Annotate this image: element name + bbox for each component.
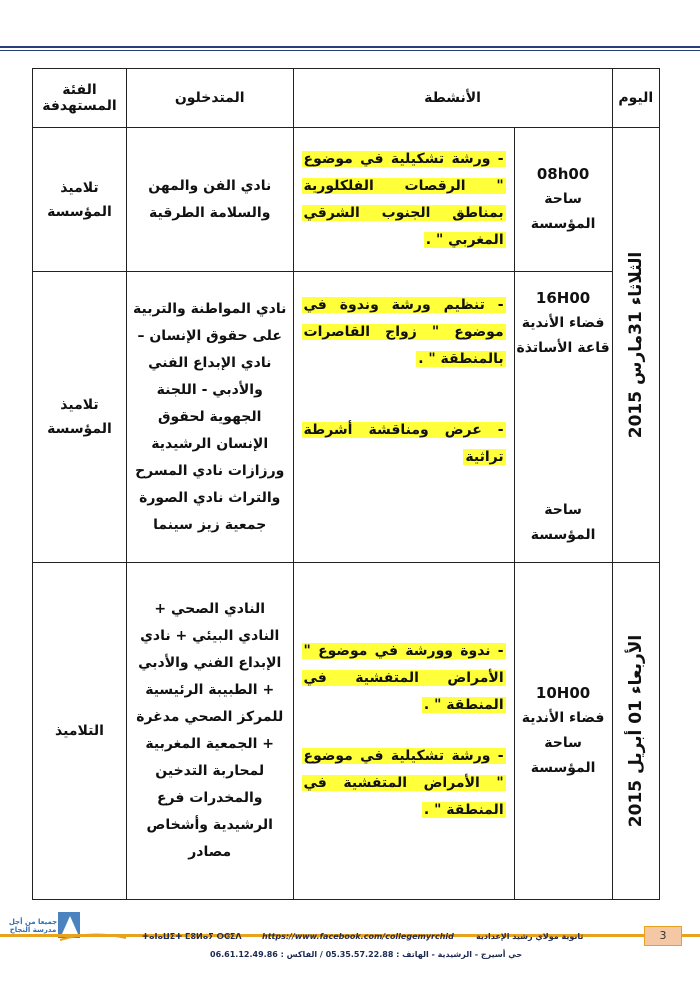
time-block — [515, 162, 612, 237]
page-number: 3 — [644, 926, 682, 946]
audience-cell — [33, 272, 127, 563]
day-label: الأربعاء 01 أبريل 2015 — [625, 634, 646, 828]
audience-text: تلاميذ المؤسسة — [47, 397, 112, 437]
audience-text: تلاميذ المؤسسة — [47, 179, 112, 220]
table-row — [33, 272, 660, 563]
day-label: الثلاثاء 31مارس 2015 — [625, 251, 646, 439]
day-cell-1 — [612, 128, 659, 563]
table-row — [33, 563, 660, 900]
participants-cell — [126, 563, 293, 900]
time-cell — [514, 563, 612, 900]
table-header-row — [33, 69, 660, 128]
participants-text: نادي المواطنة والتربية على حقوق الإنسان – نادي الإبداع الفني والأدبي - اللجنة الجهوية لحقوق الإنسان الرشيدية ورزازات نادي المسرح والتراث نادي الصورة جمعية زيز سينما — [133, 300, 287, 533]
place-value: ساحة المؤسسة — [530, 191, 596, 232]
table-row — [33, 128, 660, 272]
participants-cell — [126, 272, 293, 563]
header-day: اليوم — [612, 69, 659, 128]
header-activities: الأنشطة — [293, 69, 612, 128]
activity-cell — [293, 128, 514, 272]
place-value: فضاء الأندية قاعة الأساتذة — [516, 315, 610, 356]
school-logo — [56, 910, 128, 944]
header-participants: المتدخلون — [126, 69, 293, 128]
activity-cell — [293, 563, 514, 900]
audience-text: التلاميذ — [55, 723, 104, 739]
schedule-table — [32, 68, 660, 900]
logo-caption: جميعا من أجل مدرسة النجاح — [8, 918, 58, 934]
participants-text: النادي الصحي + النادي البيئي + نادي الإبداع الفني والأدبي + الطبيبة الرئيسية للمركز الصحي مدغرة + الجمعية المغربية لمحاربة التدخين والمخدرات فرع الرشيدية وأشخاص مصادر — [136, 601, 284, 860]
footer-school-name: ثانوية مولاي رشيد الإعدادية — [476, 932, 584, 941]
time-value: 16H00 — [535, 289, 591, 307]
header-rule — [0, 46, 700, 48]
time-cell — [514, 272, 612, 563]
time-block — [515, 286, 612, 361]
audience-cell — [33, 563, 127, 900]
activity-cell — [293, 272, 514, 563]
participants-text: نادي الفن والمهن والسلامة الطرقية — [148, 177, 272, 221]
time-cell — [514, 128, 612, 272]
place-value: فضاء الأندية ساحة المؤسسة — [521, 710, 605, 776]
activity-item: - ورشة تشكيلية في موضوع " الأمراض المتفشية في المنطقة " . — [303, 748, 504, 818]
activity-item: - عرض ومناقشة أشرطة تراثية — [303, 422, 504, 465]
audience-cell — [33, 128, 127, 272]
time-value: 10H00 — [535, 684, 591, 702]
activity-item: - ندوة وورشة في موضوع " الأمراض المتفشية في المنطقة " . — [303, 643, 504, 713]
activity-item: - ورشة تشكيلية في موضوع " الرقصات الفلكلورية بمناطق الجنوب الشرقي المغربي " . — [303, 150, 504, 248]
activity-item: - تنظيم ورشة وندوة في موضوع " زواج القاصرات بالمنطقة " . — [303, 297, 504, 367]
time-block — [515, 681, 612, 781]
day-cell-2 — [612, 563, 659, 900]
footer-tifinagh: ⵜⴰⵏⴰⵡⵉⵜ ⵎⵓⵍⴰⵢ ⵔⵛⵉⴷ — [142, 932, 242, 941]
time-value: 08h00 — [536, 165, 590, 183]
logo-icon — [56, 910, 128, 944]
header-audience: الفئة المستهدفة — [33, 69, 127, 128]
participants-cell — [126, 128, 293, 272]
time-block — [515, 498, 612, 548]
footer-contact: حي أسيرج - الرشيدية - الهاتف : 05.35.57.22.88 / الفاكس : 06.61.12.49.86 — [210, 950, 523, 959]
footer-facebook-link[interactable]: https://www.facebook.com/collegemyrchid — [262, 932, 454, 941]
place-value: ساحة المؤسسة — [530, 502, 596, 543]
